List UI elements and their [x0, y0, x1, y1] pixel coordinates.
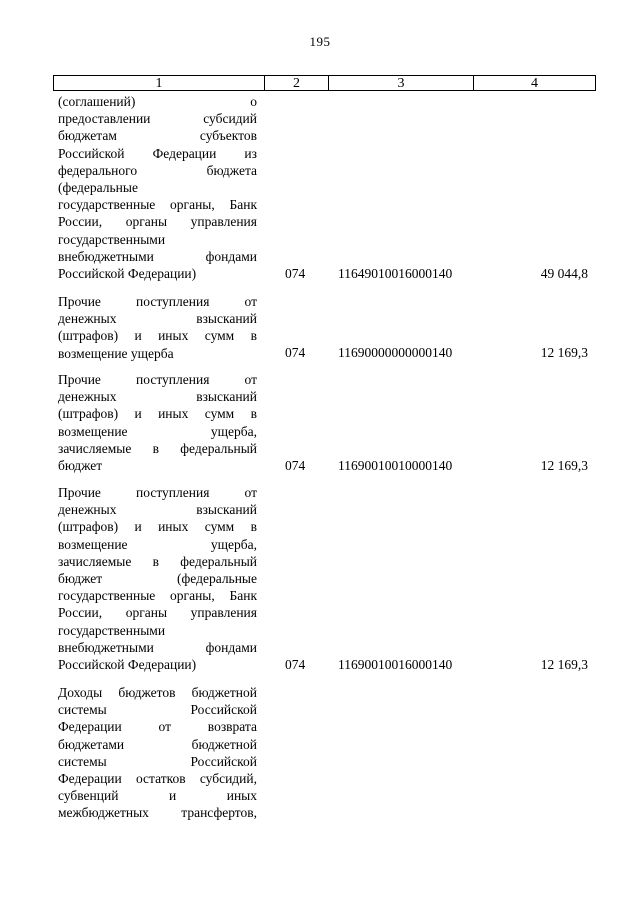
row-amount: 12 169,3: [540, 345, 588, 360]
description-line: денежных взысканий: [58, 502, 257, 518]
description-line: зачисляемые в федеральный: [58, 440, 257, 456]
description-line: предоставлении субсидий: [58, 111, 257, 127]
row-code: 074: [285, 345, 306, 360]
description-line: внебюджетными фондами: [58, 639, 257, 655]
description-line: Федерации остатков субсидий,: [58, 770, 257, 786]
header-col-3: 3: [328, 76, 473, 90]
row-description: [58, 484, 257, 673]
description-line: (штрафов) и иных сумм в: [58, 406, 257, 422]
description-line: России, органы управления: [58, 214, 257, 230]
description-line: бюджет: [58, 457, 103, 473]
row-kbk: 11690010016000140: [338, 657, 453, 672]
row-code: 074: [285, 657, 306, 672]
description-line: государственными: [58, 622, 166, 638]
row-amount: 49 044,8: [540, 266, 588, 281]
description-line: (соглашений) о: [58, 94, 257, 109]
row-kbk: 11690010010000140: [338, 458, 453, 473]
description-line: возмещение ущерба: [58, 345, 174, 361]
row-description: [58, 93, 257, 282]
description-line: Российской Федерации из: [58, 145, 257, 161]
description-line: государственные органы, Банк: [58, 197, 257, 213]
description-line: (штрафов) и иных сумм в: [58, 519, 257, 535]
table-header-row: [53, 75, 596, 91]
row-description: [58, 371, 257, 474]
description-line: системы Российской: [58, 702, 257, 718]
description-line: Доходы бюджетов бюджетной: [58, 685, 257, 700]
description-line: зачисляемые в федеральный: [58, 553, 257, 569]
description-line: возмещение ущерба,: [58, 536, 257, 552]
header-col-2: 2: [264, 76, 328, 90]
description-line: межбюджетных трансфертов,: [58, 805, 257, 821]
description-line: системы Российской: [58, 753, 257, 769]
row-description: [58, 293, 257, 362]
row-description: [58, 684, 257, 822]
description-line: внебюджетными фондами: [58, 248, 257, 264]
row-code: 074: [285, 266, 306, 281]
row-code: 074: [285, 458, 306, 473]
description-line: Прочие поступления от: [58, 294, 257, 309]
description-line: субвенций и иных: [58, 788, 257, 804]
header-col-4: 4: [473, 76, 595, 90]
row-kbk: 11690000000000140: [338, 345, 453, 360]
description-line: (штрафов) и иных сумм в: [58, 328, 257, 344]
description-line: Российской Федерации): [58, 656, 197, 672]
description-line: бюджетами бюджетной: [58, 736, 257, 752]
description-line: бюджет (федеральные: [58, 570, 257, 586]
description-line: России, органы управления: [58, 605, 257, 621]
description-line: государственными: [58, 231, 166, 247]
description-line: возмещение ущерба,: [58, 423, 257, 439]
row-amount: 12 169,3: [540, 458, 588, 473]
header-col-1: 1: [155, 76, 163, 91]
description-line: Федерации от возврата: [58, 719, 257, 735]
row-kbk: 11649010016000140: [338, 266, 453, 281]
description-line: Прочие поступления от: [58, 485, 257, 500]
description-line: бюджетам субъектов: [58, 128, 257, 144]
description-line: денежных взысканий: [58, 389, 257, 405]
page-number: 195: [309, 34, 331, 49]
description-line: государственные органы, Банк: [58, 588, 257, 604]
row-amount: 12 169,3: [540, 657, 588, 672]
description-line: денежных взысканий: [58, 311, 257, 327]
description-line: Российской Федерации): [58, 265, 197, 281]
description-line: федерального бюджета: [58, 162, 257, 178]
description-line: Прочие поступления от: [58, 372, 257, 387]
description-line: (федеральные: [58, 179, 138, 195]
